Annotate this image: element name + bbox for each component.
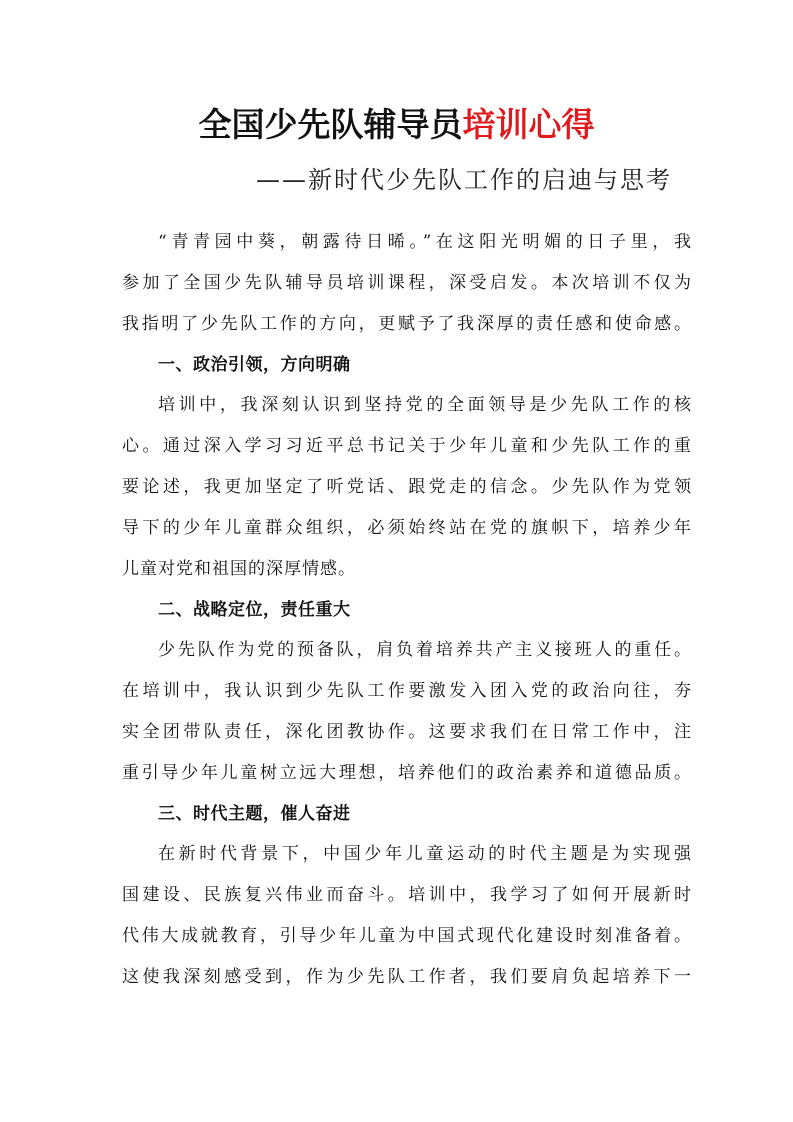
paragraph-line: 儿童对党和祖国的深厚情感。 — [122, 559, 356, 579]
paragraph-line: 重引导少年儿童树立远大理想，培养他们的政治素养和道德品质。 — [122, 763, 692, 783]
paragraph-line: 我指明了少先队工作的方向，更赋予了我深厚的责任感和使命感。 — [122, 314, 692, 334]
paragraph-line: 心。通过深入学习习近平总书记关于少年儿童和少先队工作的重 — [122, 436, 692, 456]
section-3 — [122, 794, 692, 998]
section-2 — [122, 590, 692, 794]
intro-paragraph — [122, 222, 692, 345]
document-title — [0, 100, 793, 150]
title-main: 全国少先队辅导员 — [198, 105, 463, 144]
paragraph-line: 在培训中，我认识到少先队工作要激发入团入党的政治向往，夯 — [122, 681, 692, 701]
paragraph-line: 少先队作为党的预备队，肩负着培养共产主义接班人的重任。 — [158, 640, 692, 660]
section-1 — [122, 345, 692, 590]
paragraph-line: 参加了全国少先队辅导员培训课程，深受启发。本次培训不仅为 — [122, 273, 692, 293]
document-body — [122, 222, 692, 998]
paragraph-line: “青青园中葵，朝露待日晞。”在这阳光明媚的日子里，我 — [158, 232, 692, 252]
paragraph-line: 实全团带队责任，深化团教协作。这要求我们在日常工作中，注 — [122, 722, 692, 742]
section-heading: 三、时代主题，催人奋进 — [158, 804, 351, 824]
paragraph-line: 要论述，我更加坚定了听党话、跟党走的信念。少先队作为党领 — [122, 477, 692, 497]
section-heading: 二、战略定位，责任重大 — [158, 600, 351, 620]
paragraph-line: 代伟大成就教育，引导少年儿童为中国式现代化建设时刻准备着。 — [122, 926, 692, 946]
title-accent: 培训心得 — [462, 105, 595, 144]
section-heading: 一、政治引领，方向明确 — [158, 355, 351, 375]
document-subtitle: ——新时代少先队工作的启迪与思考 — [256, 166, 672, 194]
paragraph-line: 国建设、民族复兴伟业而奋斗。培训中，我学习了如何开展新时 — [122, 885, 692, 905]
paragraph-line: 这使我深刻感受到，作为少先队工作者，我们要肩负起培养下一 — [122, 967, 692, 987]
paragraph-line: 培训中，我深刻认识到坚持党的全面领导是少先队工作的核 — [158, 395, 692, 415]
paragraph-line: 导下的少年儿童群众组织，必须始终站在党的旗帜下，培养少年 — [122, 518, 692, 538]
paragraph-line: 在新时代背景下，中国少年儿童运动的时代主题是为实现强 — [158, 844, 692, 864]
